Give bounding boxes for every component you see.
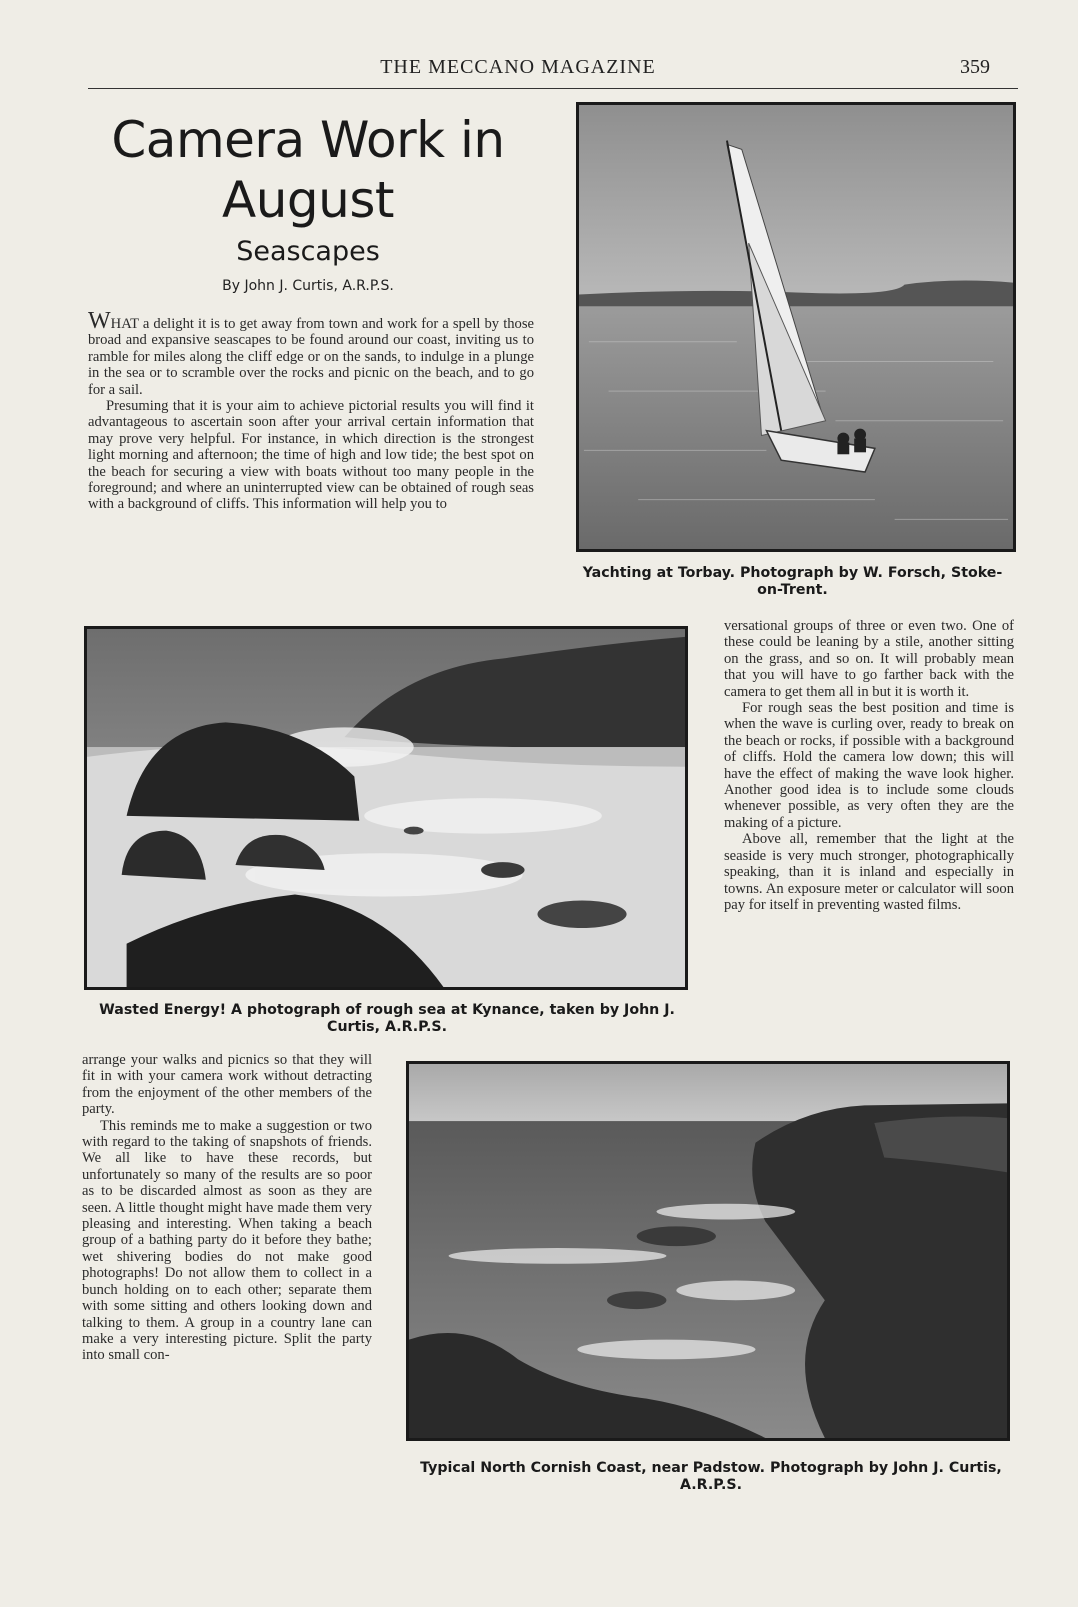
right-paragraph-3: Above all, remember that the light at the seaside is very much stronger, photographically speaking, than it is inland and especially in towns. An exposure meter or calculator will soon pay for itself in preventing wasted films.	[724, 831, 1014, 913]
right-paragraph-1: versational groups of three or even two. One of these could be leaning by a stile, another sitting on the grass, and so on. It will probably mean that you will have to go farther back with the camera to get them all in but it is worth it.	[724, 618, 1014, 700]
photo-wasted-energy-kynance	[84, 626, 688, 990]
photo-yachting-torbay	[576, 102, 1016, 552]
article-title: Camera Work in August	[111, 111, 505, 229]
intro-column	[88, 308, 534, 513]
caption-wasted-energy: Wasted Energy! A photograph of rough sea at Kynance, taken by John J. Curtis, A.R.P.S.	[99, 1002, 675, 1035]
left-column	[82, 1052, 372, 1364]
left-paragraph-1: arrange your walks and picnics so that they will fit in with your camera work without detracting from the enjoyment of the other members of the party.	[82, 1052, 372, 1118]
page-number: 359	[960, 56, 990, 78]
drop-cap: W	[88, 308, 111, 334]
intro-paragraph-1	[88, 308, 534, 398]
caption-cornish-coast: Typical North Cornish Coast, near Padstow. Photograph by John J. Curtis, A.R.P.S.	[420, 1460, 1002, 1493]
article-byline: By John J. Curtis, A.R.P.S.	[222, 278, 394, 294]
intro-paragraph-2: Presuming that it is your aim to achieve pictorial results you will find it advantageous to ascertain soon after your arrival certain information that may prove very helpful. For instance, in which direction is the strongest light morning and afternoon; the time of high and low tide; the best spot on the beach for securing a view with boats without too many people in the foreground; and where an uninterrupted view can be obtained of rough seas with a background of cliffs. This information will help you to	[88, 398, 534, 513]
right-column	[724, 618, 1014, 913]
left-paragraph-2: This reminds me to make a suggestion or two with regard to the taking of snapshots of friends. We all like to have these records, but unfortunately so many of the results are so poor as to be discarded almost as soon as they are seen. A little thought might have made them very pleasing and interesting. When taking a beach group of a bathing party do it before they bathe; wet shivering bodies do not make good photographs! Do not allow them to collect in a bunch holding on to each other; separate them with some sitting and others looking down and talking to them. A group in a country lane can make a very interesting picture. Split the party into small con-	[82, 1117, 372, 1364]
header-rule	[88, 88, 1018, 89]
photo-north-cornish-coast	[406, 1061, 1010, 1441]
right-paragraph-2: For rough seas the best position and time is when the wave is curling over, ready to break on the beach or rocks, if possible with a background of cliffs. Hold the camera low down; this will have the effect of making the wave look higher. Another good idea is to include some clouds whenever possible, as very often they are the making of a picture.	[724, 700, 1014, 831]
caption-yachting: Yachting at Torbay. Photograph by W. Forsch, Stoke-on-Trent.	[582, 565, 1003, 598]
intro-paragraph-1-text: HAT a delight it is to get away from town and work for a spell by those broad and expansive seascapes to be found around our coast, inviting us to ramble for miles along the cliff edge or on the sands, to indulge in a plunge in the sea or to scramble over the rocks and picnic on the beach, and to go for a sail.	[88, 316, 534, 398]
running-head: THE MECCANO MAGAZINE	[380, 56, 656, 78]
article-subtitle: Seascapes	[236, 236, 380, 267]
